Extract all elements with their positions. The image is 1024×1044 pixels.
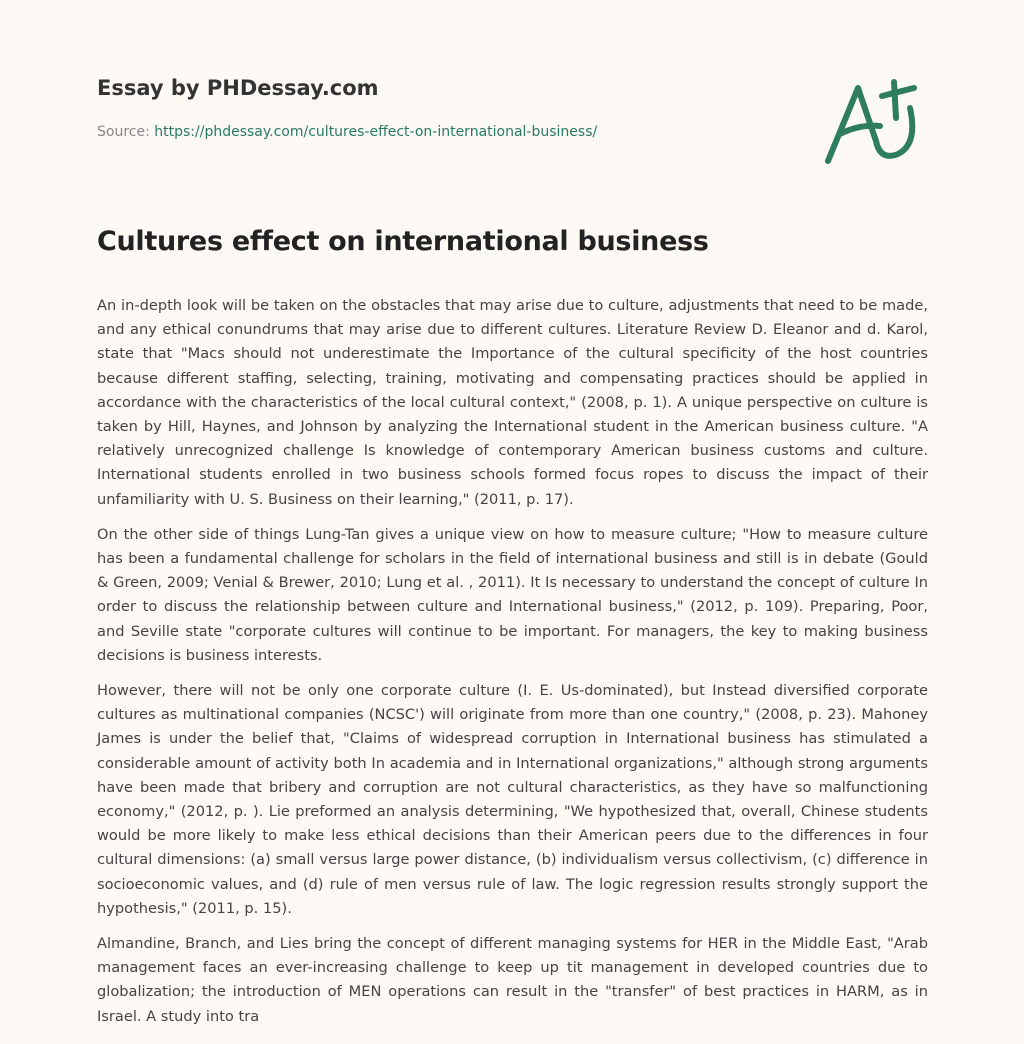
article-body — [97, 294, 928, 1040]
paragraph: On the other side of things Lung-Tan gives a unique view on how to measure culture; "How to measure culture has been a fundamental challenge for scholars in the field of international business and still is in debate (Gould & Green, 2009; Venial & Brewer, 2010; Lung et al. , 2011). It Is necessary to understand the concept of culture In order to discuss the relationship between culture and International business," (2012, p. 109). Preparing, Poor, and Seville state "corporate cultures will continue to be important. For managers, the key to making business decisions is business interests. — [97, 525, 928, 664]
paragraph: An in-depth look will be taken on the obstacles that may arise due to culture, adjustments that need to be made, and any ethical conundrums that may arise due to different cultures. Literature Review D. Eleanor and d. Karol, state that "Macs should not underestimate the Importance of the cultural specificity of the host countries because different staffing, selecting, training, motivating and compensating practices should be applied in accordance with the characteristics of the local cultural context," (2008, p. 1). A unique perspective on culture is taken by Hill, Haynes, and Johnson by analyzing the International student in the American business culture. "A relatively unrecognized challenge Is knowledge of contemporary American business customs and culture. International students enrolled in two business schools formed focus ropes to discuss the impact of their unfamiliarity with U. S. Business on their learning," (2011, p. 17). — [97, 297, 928, 508]
a-plus-logo-icon — [818, 66, 938, 166]
paragraph: Almandine, Branch, and Lies bring the concept of different managing systems for HER in the Middle East, "Arab management faces an ever-increasing challenge to keep up tit management in developed countries due to globalization; the introduction of MEN operations can result in the "transfer" of best practices in HARM, as in Israel. A study into tra — [97, 935, 928, 1025]
article-title: Cultures effect on international business — [97, 226, 709, 257]
source-line — [97, 124, 597, 140]
source-label: Source: — [97, 124, 150, 140]
site-title: Essay by PHDessay.com — [97, 76, 379, 100]
paragraph: However, there will not be only one corporate culture (I. E. Us-dominated), but Instead diversified corporate cultures as multinational companies (NCSC') will originate from more than one country," (2008, p. 23). Mahoney James is under the belief that, "Claims of widespread corruption in International business has stimulated a considerable amount of activity both In academia and in International organizations," although strong arguments have been made that bribery and corruption are not cultural characteristics, as they have so malfunctioning economy," (2012, p. ). Lie preformed an analysis determining, "We hypothesized that, overall, Chinese students would be more likely to make less ethical decisions than their American peers due to the differences in four cultural dimensions: (a) small versus large power distance, (b) individualism versus collectivism, (c) difference in socioeconomic values, and (d) rule of men versus rule of law. The logic regression results strongly support the hypothesis," (2011, p. 15). — [97, 682, 928, 917]
source-link[interactable]: https://phdessay.com/cultures-effect-on-international-business/ — [154, 124, 598, 140]
